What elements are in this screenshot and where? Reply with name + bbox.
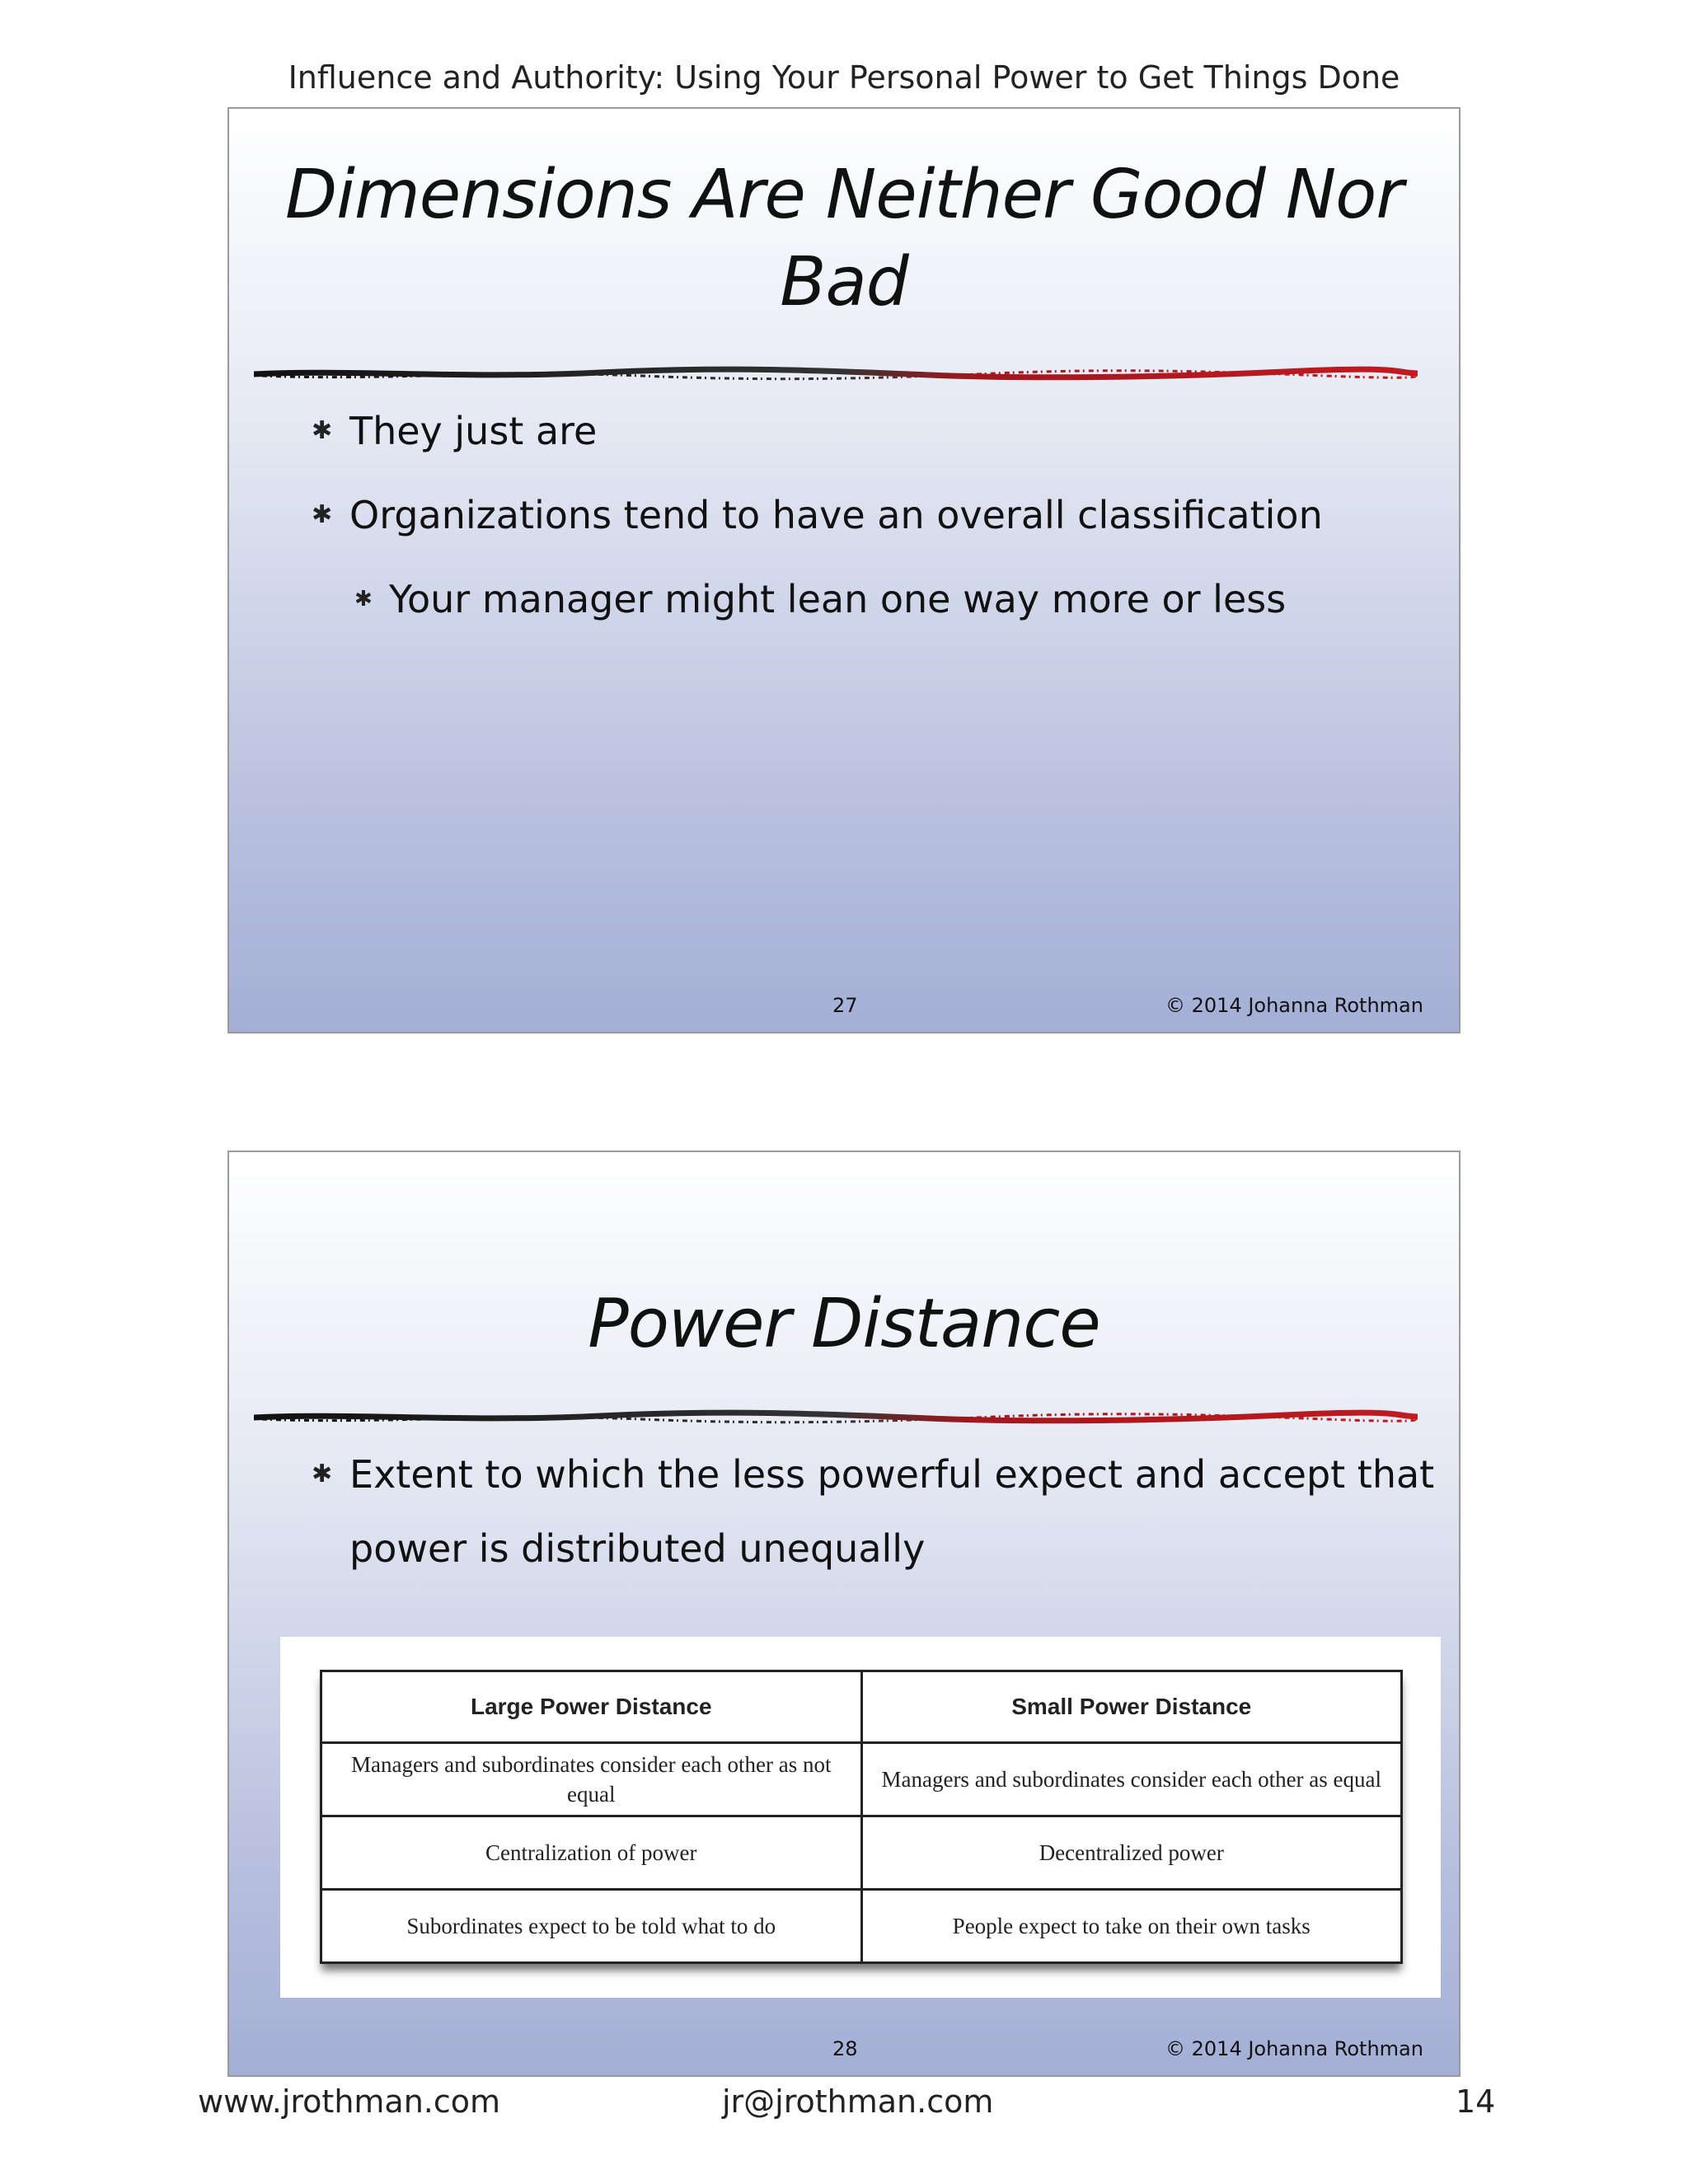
bullet-text-line-1: Extent to which the less powerful expect and accept that bbox=[349, 1452, 1435, 1497]
asterisk-bullet-icon: ✱ bbox=[312, 416, 333, 445]
brush-divider bbox=[254, 1406, 1418, 1431]
slide-title: Power Distance bbox=[588, 1285, 1100, 1363]
table-row bbox=[321, 1743, 1402, 1816]
table-cell: People expect to take on their own tasks bbox=[861, 1890, 1402, 1963]
bullet-item bbox=[312, 394, 598, 468]
bullet-item bbox=[312, 478, 1323, 552]
table-row bbox=[321, 1816, 1402, 1890]
table-header-row bbox=[321, 1671, 1402, 1743]
asterisk-bullet-icon: ✱ bbox=[312, 1460, 333, 1488]
slide-number: 27 bbox=[832, 994, 858, 1017]
slide-title-line-1: Dimensions Are Neither Good Nor bbox=[284, 156, 1404, 234]
page-header: Influence and Authority: Using Your Personal Power to Get Things Done bbox=[288, 59, 1400, 96]
footer-website[interactable]: www.jrothman.com bbox=[198, 2083, 501, 2120]
table-header-large: Large Power Distance bbox=[321, 1671, 862, 1743]
bullet-text-line-2: power is distributed unequally bbox=[349, 1526, 926, 1571]
table-header-small: Small Power Distance bbox=[861, 1671, 1402, 1743]
bullet-text: Your manager might lean one way more or less bbox=[389, 577, 1287, 621]
slide-27 bbox=[227, 107, 1461, 1033]
bullet-item bbox=[312, 1437, 1435, 1586]
slide-number: 28 bbox=[832, 2037, 858, 2060]
footer-email[interactable]: jr@jrothman.com bbox=[722, 2083, 994, 2120]
asterisk-bullet-icon: ✱ bbox=[354, 587, 373, 612]
table-cell: Subordinates expect to be told what to do bbox=[321, 1890, 862, 1963]
bullet-text: They just are bbox=[349, 409, 598, 453]
footer-page-number: 14 bbox=[1456, 2083, 1496, 2120]
slide-title bbox=[229, 152, 1459, 326]
sub-bullet-item bbox=[354, 562, 1287, 636]
bullet-text: Organizations tend to have an overall classification bbox=[349, 493, 1323, 537]
table-cell: Managers and subordinates consider each other as equal bbox=[861, 1743, 1402, 1816]
power-distance-table bbox=[320, 1670, 1403, 1964]
table-cell: Centralization of power bbox=[321, 1816, 862, 1890]
table-cell: Decentralized power bbox=[861, 1816, 1402, 1890]
table-row bbox=[321, 1890, 1402, 1963]
brush-divider bbox=[254, 363, 1418, 387]
slide-title-line-2: Bad bbox=[780, 243, 908, 321]
slide-28 bbox=[227, 1151, 1461, 2077]
slide-copyright: © 2014 Johanna Rothman bbox=[1165, 994, 1423, 1017]
asterisk-bullet-icon: ✱ bbox=[312, 500, 333, 529]
slide-copyright: © 2014 Johanna Rothman bbox=[1165, 2037, 1423, 2060]
power-distance-table-panel bbox=[280, 1637, 1441, 1998]
table-cell: Managers and subordinates consider each other as not equal bbox=[321, 1743, 862, 1816]
